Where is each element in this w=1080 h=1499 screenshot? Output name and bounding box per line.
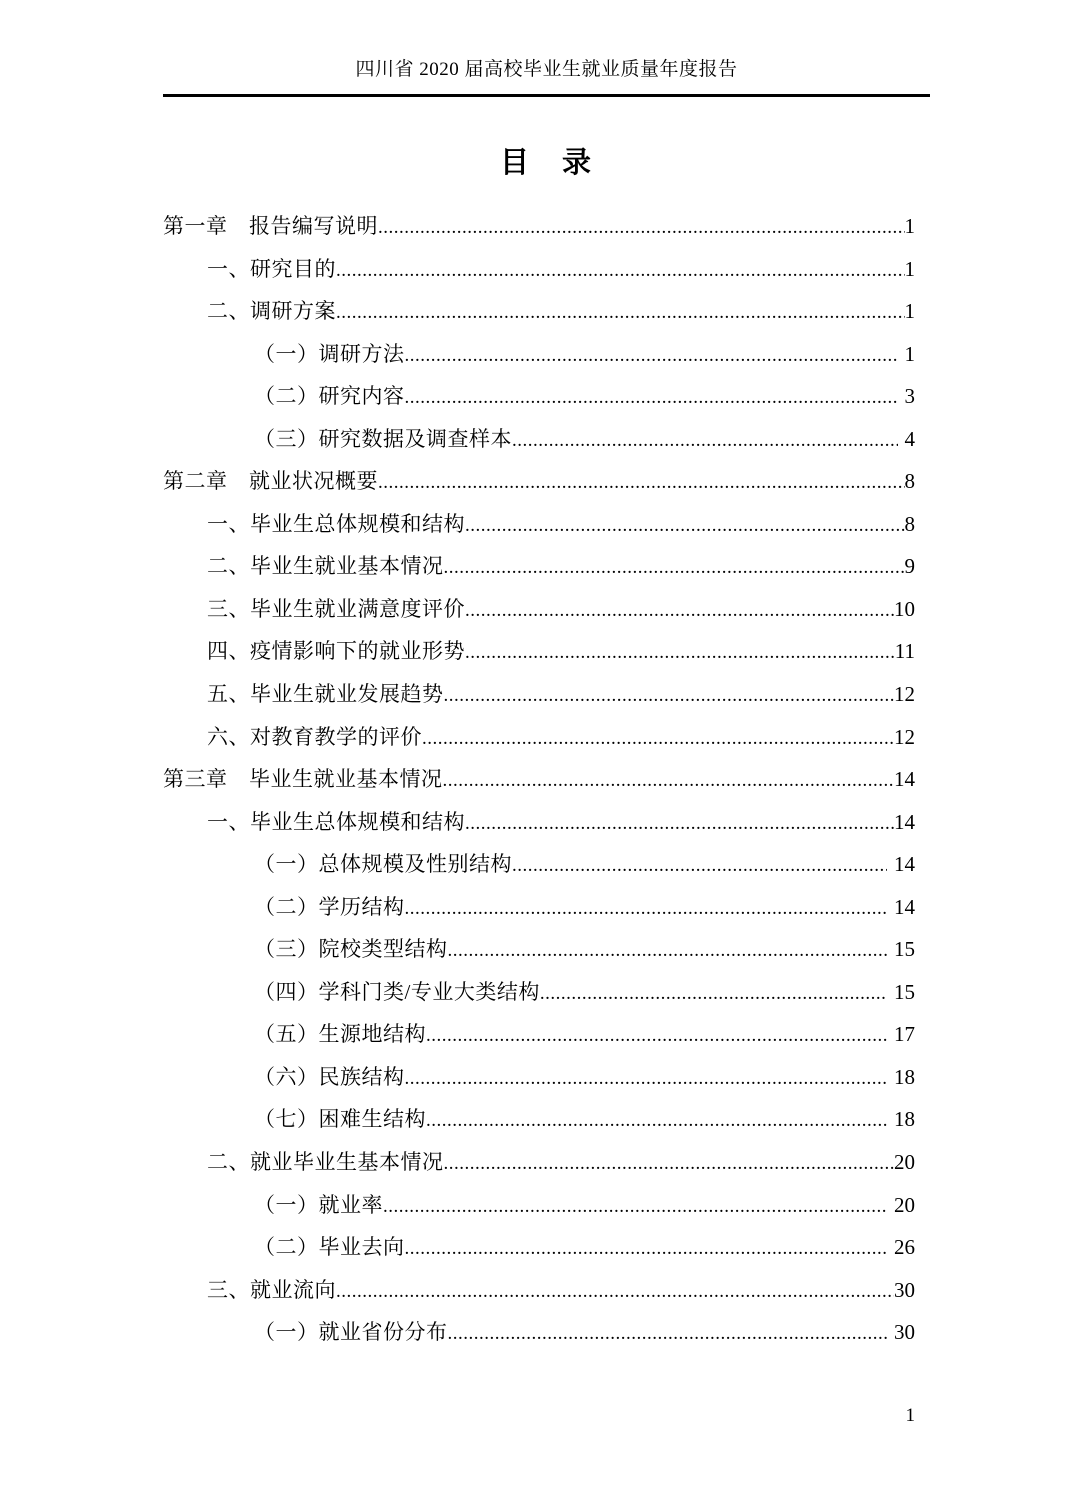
toc-entry[interactable] xyxy=(163,886,915,929)
toc-entry[interactable] xyxy=(163,545,915,588)
toc-leader-dots xyxy=(465,503,905,546)
footer-page-number: 1 xyxy=(905,1405,915,1426)
toc-entry-label: 二、毕业生就业基本情况 xyxy=(207,554,444,579)
toc-entry-label: 第三章 毕业生就业基本情况 xyxy=(163,767,443,792)
toc-entry-page: 14 xyxy=(894,809,915,834)
toc-entry-label: （二）毕业去向 xyxy=(254,1235,405,1260)
toc-entry[interactable] xyxy=(163,1013,915,1056)
toc-leader-dots xyxy=(378,460,905,503)
toc-entry-label: （五）生源地结构 xyxy=(254,1022,426,1047)
toc-entry-page: 18 xyxy=(894,1107,915,1132)
toc-entry-page: 18 xyxy=(894,1064,915,1089)
toc-entry[interactable] xyxy=(163,928,915,971)
toc-entry-page: 8 xyxy=(904,511,915,536)
toc-entry-page: 1 xyxy=(904,256,915,281)
toc-entry-page: 20 xyxy=(894,1150,915,1175)
toc-entry-page: 26 xyxy=(894,1235,915,1260)
toc-leader-dots xyxy=(444,545,905,588)
toc-leader-dots xyxy=(448,1311,888,1354)
toc-list xyxy=(163,205,915,1354)
toc-entry-label: 四、疫情影响下的就业形势 xyxy=(207,639,465,664)
toc-leader-dots xyxy=(336,1269,894,1312)
toc-entry[interactable] xyxy=(163,418,915,461)
toc-entry[interactable] xyxy=(163,1311,915,1354)
toc-entry-page: 3 xyxy=(904,384,915,409)
toc-entry-label: 三、毕业生就业满意度评价 xyxy=(207,596,465,621)
toc-leader-dots xyxy=(444,673,895,716)
toc-leader-dots xyxy=(465,588,894,631)
toc-leader-dots xyxy=(512,418,898,461)
toc-entry[interactable] xyxy=(163,1269,915,1312)
page-title: 目 录 xyxy=(499,147,593,179)
toc-entry-label: 三、就业流向 xyxy=(207,1277,336,1302)
toc-entry-page: 20 xyxy=(894,1192,915,1217)
toc-leader-dots xyxy=(540,971,887,1014)
toc-entry-page: 1 xyxy=(904,341,915,366)
toc-entry[interactable] xyxy=(163,333,915,376)
toc-entry-page: 12 xyxy=(894,682,915,707)
toc-entry-label: （一）就业省份分布 xyxy=(254,1320,448,1345)
toc-entry-page: 1 xyxy=(904,299,915,324)
toc-entry-label: 二、就业毕业生基本情况 xyxy=(207,1150,444,1175)
toc-entry-label: （三）研究数据及调查样本 xyxy=(254,426,512,451)
toc-entry-label: （一）就业率 xyxy=(254,1192,383,1217)
toc-entry[interactable] xyxy=(163,971,915,1014)
toc-entry-page: 11 xyxy=(894,639,915,664)
toc-leader-dots xyxy=(512,843,887,886)
toc-entry[interactable] xyxy=(163,1141,915,1184)
toc-entry-label: （三）院校类型结构 xyxy=(254,937,448,962)
toc-leader-dots xyxy=(426,1098,887,1141)
toc-leader-dots xyxy=(422,716,894,759)
toc-leader-dots xyxy=(383,1184,887,1227)
toc-entry-page: 8 xyxy=(904,469,915,494)
toc-entry[interactable] xyxy=(163,290,915,333)
toc-entry[interactable] xyxy=(163,716,915,759)
toc-entry-page: 15 xyxy=(894,979,915,1004)
toc-entry-label: （六）民族结构 xyxy=(254,1064,405,1089)
toc-entry-label: （一）总体规模及性别结构 xyxy=(254,852,512,877)
toc-entry-page: 10 xyxy=(894,596,915,621)
toc-entry-page: 4 xyxy=(904,426,915,451)
toc-entry[interactable] xyxy=(163,758,915,801)
toc-entry-label: 二、调研方案 xyxy=(207,299,336,324)
toc-leader-dots xyxy=(405,1226,888,1269)
toc-leader-dots xyxy=(444,1141,895,1184)
running-header-text: 四川省 2020 届高校毕业生就业质量年度报告 xyxy=(355,59,738,80)
toc-entry-page: 14 xyxy=(894,767,915,792)
toc-entry[interactable] xyxy=(163,1226,915,1269)
toc-entry[interactable] xyxy=(163,375,915,418)
toc-leader-dots xyxy=(336,248,905,291)
toc-entry-page: 17 xyxy=(894,1022,915,1047)
toc-entry-page: 12 xyxy=(894,724,915,749)
toc-entry-label: （一）调研方法 xyxy=(254,341,405,366)
toc-leader-dots xyxy=(378,205,905,248)
toc-leader-dots xyxy=(405,333,898,376)
toc-entry-page: 30 xyxy=(894,1320,915,1345)
toc-leader-dots xyxy=(465,630,895,673)
toc-leader-dots xyxy=(336,290,905,333)
toc-entry[interactable] xyxy=(163,588,915,631)
toc-entry[interactable] xyxy=(163,1056,915,1099)
toc-entry[interactable] xyxy=(163,205,915,248)
toc-entry[interactable] xyxy=(163,801,915,844)
toc-entry-page: 9 xyxy=(904,554,915,579)
toc-entry-page: 15 xyxy=(894,937,915,962)
toc-entry-label: 一、毕业生总体规模和结构 xyxy=(207,511,465,536)
toc-entry[interactable] xyxy=(163,248,915,291)
toc-leader-dots xyxy=(426,1013,887,1056)
toc-entry-page: 14 xyxy=(894,852,915,877)
toc-entry-label: （二）学历结构 xyxy=(254,894,405,919)
header-rule xyxy=(163,94,930,97)
toc-entry[interactable] xyxy=(163,1098,915,1141)
toc-entry-label: 一、毕业生总体规模和结构 xyxy=(207,809,465,834)
toc-leader-dots xyxy=(405,1056,888,1099)
toc-leader-dots xyxy=(443,758,895,801)
toc-entry-label: （七）困难生结构 xyxy=(254,1107,426,1132)
toc-entry-page: 30 xyxy=(894,1277,915,1302)
toc-entry-page: 14 xyxy=(894,894,915,919)
toc-entry-page: 1 xyxy=(904,214,915,238)
toc-entry-label: 第一章 报告编写说明 xyxy=(163,214,378,238)
running-header xyxy=(163,0,930,97)
toc-entry-label: 五、毕业生就业发展趋势 xyxy=(207,682,444,707)
toc-entry[interactable] xyxy=(163,843,915,886)
toc-leader-dots xyxy=(465,801,894,844)
toc-entry[interactable] xyxy=(163,503,915,546)
toc-entry-label: 一、研究目的 xyxy=(207,256,336,281)
toc-entry[interactable] xyxy=(163,630,915,673)
toc-leader-dots xyxy=(405,375,898,418)
toc-leader-dots xyxy=(448,928,888,971)
toc-entry[interactable] xyxy=(163,460,915,503)
toc-entry[interactable] xyxy=(163,1184,915,1227)
toc-entry-label: （二）研究内容 xyxy=(254,384,405,409)
toc-leader-dots xyxy=(405,886,888,929)
toc-entry-label: 第二章 就业状况概要 xyxy=(163,469,378,494)
toc-entry-label: （四）学科门类/专业大类结构 xyxy=(254,979,540,1004)
toc-entry-label: 六、对教育教学的评价 xyxy=(207,724,422,749)
toc-entry[interactable] xyxy=(163,673,915,716)
